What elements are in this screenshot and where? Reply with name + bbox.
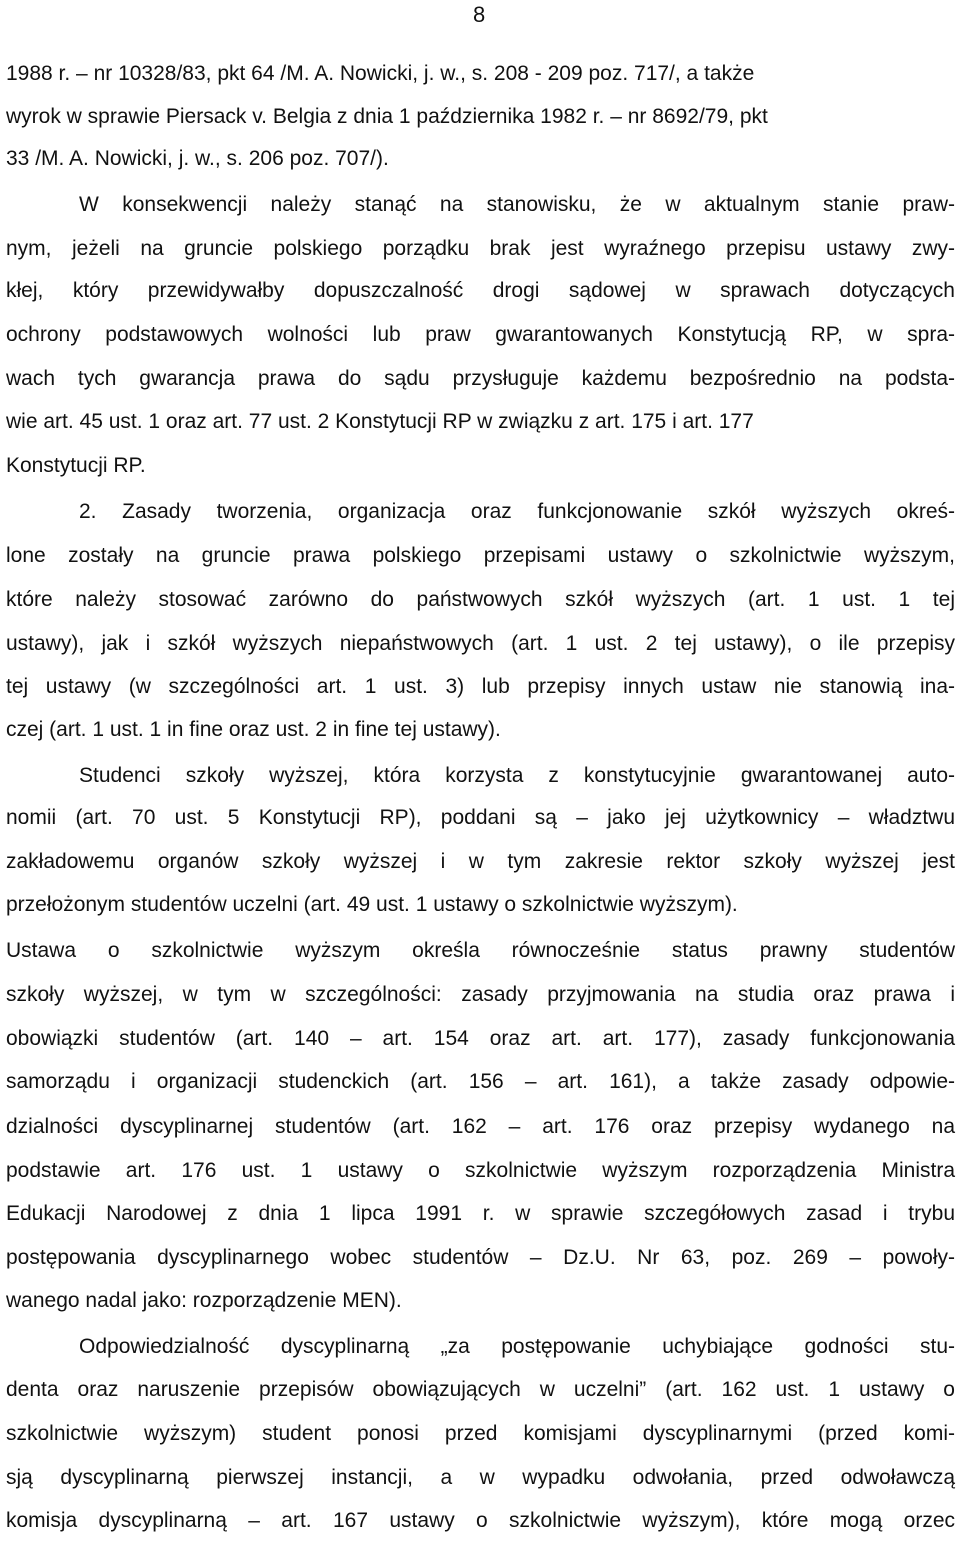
text-line: szkoły wyższej, w tym w szczególności: zasady przyjmowania na studia oraz prawa i: [6, 983, 955, 1006]
text-line: szkolnictwie wyższym) student ponosi przed komisjami dyscyplinarnymi (przed komi-: [6, 1422, 955, 1445]
text-line: komisja dyscyplinarną – art. 167 ustawy o szkolnictwie wyższym), które mogą orzec: [6, 1509, 955, 1532]
text-line: zakładowemu organów szkoły wyższej i w tym zakresie rektor szkoły wyższej jest: [6, 850, 955, 873]
text-line: Studenci szkoły wyższej, która korzysta z konstytucyjnie gwarantowanej auto-: [79, 764, 955, 787]
page-number: 8: [473, 2, 486, 27]
text-line: ustawy), jak i szkół wyższych niepaństwowych (art. 1 ust. 2 tej ustawy), o ile przepisy: [6, 632, 955, 655]
text-line: wie art. 45 ust. 1 oraz art. 77 ust. 2 Konstytucji RP w związku z art. 175 i art. 177: [6, 410, 754, 433]
text-line: przełożonym studentów uczelni (art. 49 ust. 1 ustawy o szkolnictwie wyższym).: [6, 893, 738, 916]
text-line: które należy stosować zarówno do państwowych szkół wyższych (art. 1 ust. 1 tej: [6, 588, 955, 611]
text-line: Ustawa o szkolnictwie wyższym określa równocześnie status prawny studentów: [6, 939, 955, 962]
text-line: postępowania dyscyplinarnego wobec studentów – Dz.U. Nr 63, poz. 269 – powoły-: [6, 1246, 955, 1269]
text-line: wyrok w sprawie Piersack v. Belgia z dnia 1 października 1982 r. – nr 8692/79, pkt: [6, 105, 768, 128]
text-line: ochrony podstawowych wolności lub praw gwarantowanych Konstytucją RP, w spra-: [6, 323, 955, 346]
text-line: nomii (art. 70 ust. 5 Konstytucji RP), poddani są – jako jej użytkownicy – władztwu: [6, 806, 955, 829]
text-line: wach tych gwarancja prawa do sądu przysługuje każdemu bezpośrednio na podsta-: [6, 367, 955, 390]
text-line: dzialności dyscyplinarnej studentów (art. 162 – art. 176 oraz przepisy wydanego na: [6, 1115, 955, 1138]
text-line: 1988 r. – nr 10328/83, pkt 64 /M. A. Nowicki, j. w., s. 208 - 209 poz. 717/, a także: [6, 62, 755, 85]
text-line: obowiązki studentów (art. 140 – art. 154 oraz art. art. 177), zasady funkcjonowania: [6, 1027, 955, 1050]
text-line: podstawie art. 176 ust. 1 ustawy o szkolnictwie wyższym rozporządzenia Ministra: [6, 1159, 955, 1182]
text-line: 2. Zasady tworzenia, organizacja oraz funkcjonowanie szkół wyższych okreś-: [79, 500, 955, 523]
text-line: samorządu i organizacji studenckich (art. 156 – art. 161), a także zasady odpowie-: [6, 1070, 955, 1093]
text-line: sją dyscyplinarną pierwszej instancji, a w wypadku odwołania, przed odwoławczą: [6, 1466, 955, 1489]
text-line: nym, jeżeli na gruncie polskiego porządku brak jest wyraźnego przepisu ustawy zwy-: [6, 237, 955, 260]
text-line: tej ustawy (w szczególności art. 1 ust. 3) lub przepisy innych ustaw nie stanowią ina-: [6, 675, 955, 698]
text-line: Edukacji Narodowej z dnia 1 lipca 1991 r. w sprawie szczegółowych zasad i trybu: [6, 1202, 955, 1225]
text-line: czej (art. 1 ust. 1 in fine oraz ust. 2 in fine tej ustawy).: [6, 718, 501, 741]
text-line: lone zostały na gruncie prawa polskiego przepisami ustawy o szkolnictwie wyższym,: [6, 544, 955, 567]
text-line: wanego nadal jako: rozporządzenie MEN).: [6, 1289, 402, 1312]
text-line: 33 /M. A. Nowicki, j. w., s. 206 poz. 707/).: [6, 147, 389, 170]
text-line: Odpowiedzialność dyscyplinarną „za postępowanie uchybiające godności stu-: [79, 1335, 955, 1358]
text-line: Konstytucji RP.: [6, 454, 146, 477]
text-line: denta oraz naruszenie przepisów obowiązujących w uczelni” (art. 162 ust. 1 ustawy o: [6, 1378, 955, 1401]
text-line: W konsekwencji należy stanąć na stanowisku, że w aktualnym stanie praw-: [79, 193, 955, 216]
text-line: kłej, który przewidywałby dopuszczalność drogi sądowej w sprawach dotyczących: [6, 279, 955, 302]
